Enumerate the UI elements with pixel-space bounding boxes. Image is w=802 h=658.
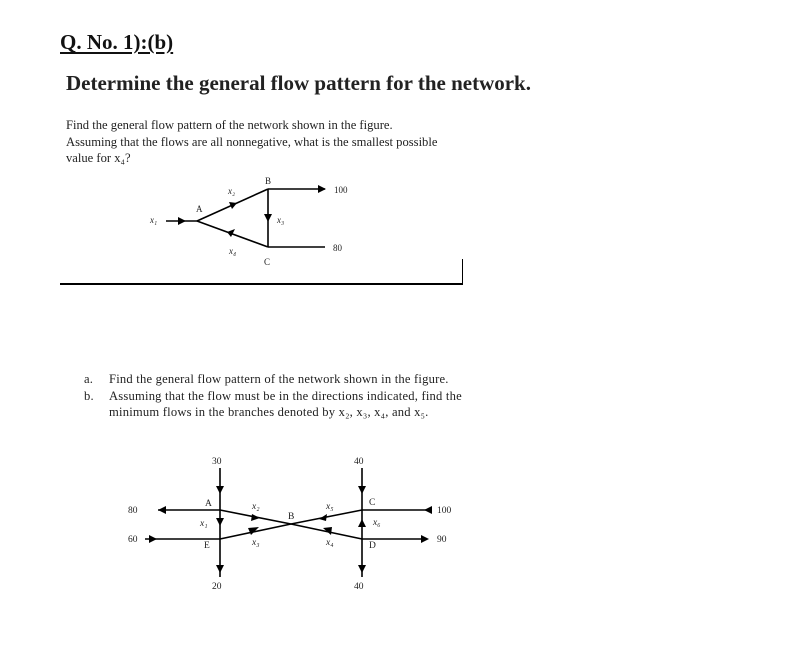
fig2-node-B: B — [288, 512, 295, 522]
problem-subtitle: Determine the general flow pattern for the network. — [66, 71, 531, 95]
fig2-node-A: A — [205, 499, 212, 509]
fig2-value-40-bottom: 40 — [354, 582, 364, 592]
fig2-value-90: 90 — [437, 535, 447, 545]
fig1-node-B: B — [265, 176, 272, 186]
fig2-arrow-100 — [424, 506, 432, 514]
fig2-arrow-80 — [158, 506, 166, 514]
fig1-label-x4: x₄ — [229, 246, 237, 256]
fig2-value-30: 30 — [212, 457, 222, 467]
fig2-edge-x4 — [291, 524, 362, 539]
part-b-marker: b. — [84, 388, 94, 403]
fig1-label-x2: x₂ — [228, 186, 236, 196]
fig1-node-A: A — [196, 204, 203, 214]
fig2-label-x4: x₄ — [326, 538, 334, 548]
fig2-value-40-top: 40 — [354, 457, 364, 467]
fig2-arrow-x6 — [358, 519, 366, 527]
fig2-node-E: E — [204, 541, 210, 551]
fig2-arrow-90 — [421, 535, 429, 543]
part-b-text: Assuming that the flow must be in the directions indicated, find the minimum flows in the branches denoted by x₂, x₃, x₄, and x₅. — [109, 388, 462, 419]
fig2-arrow-40-bottom — [358, 565, 366, 573]
fig2-arrow-x1 — [216, 518, 224, 526]
fig1-label-x1: x₁ — [150, 215, 158, 225]
fig2-value-20: 20 — [212, 582, 222, 592]
fig2-label-x3: x₃ — [252, 538, 260, 548]
fig2-label-x5: x₅ — [326, 502, 334, 512]
fig1-value-100: 100 — [334, 185, 348, 195]
fig2-value-100: 100 — [437, 506, 452, 516]
fig2-value-80: 80 — [128, 506, 138, 516]
fig2-arrow-60 — [149, 535, 157, 543]
question-number: Q. No. 1):(b) — [60, 30, 174, 54]
fig2-node-C: C — [369, 498, 376, 508]
fig1-node-C: C — [264, 257, 271, 267]
fig1-label-x3: x₃ — [277, 215, 285, 225]
problem1-text: Find the general flow pattern of the network shown in the figure. Assuming that the flows are all nonnegative, what is the smallest possible value for x₄? — [66, 118, 438, 166]
fig2-label-x6: x₆ — [373, 518, 381, 528]
part-a-text: Find the general flow pattern of the network shown in the figure. — [109, 372, 449, 386]
fig1-value-80: 80 — [333, 243, 342, 253]
fig2-value-60: 60 — [128, 535, 138, 545]
fig2-node-D: D — [369, 541, 376, 551]
part-a-marker: a. — [84, 372, 94, 386]
fig2-arrow-40-top — [358, 486, 366, 494]
fig2-arrow-20 — [216, 565, 224, 573]
fig2-arrow-x2 — [251, 514, 260, 521]
fig2-edge-x3 — [220, 524, 291, 539]
fig2-label-x2: x₂ — [252, 502, 260, 512]
fig2-arrow-30 — [216, 486, 224, 494]
fig2-label-x1: x₁ — [200, 519, 208, 529]
